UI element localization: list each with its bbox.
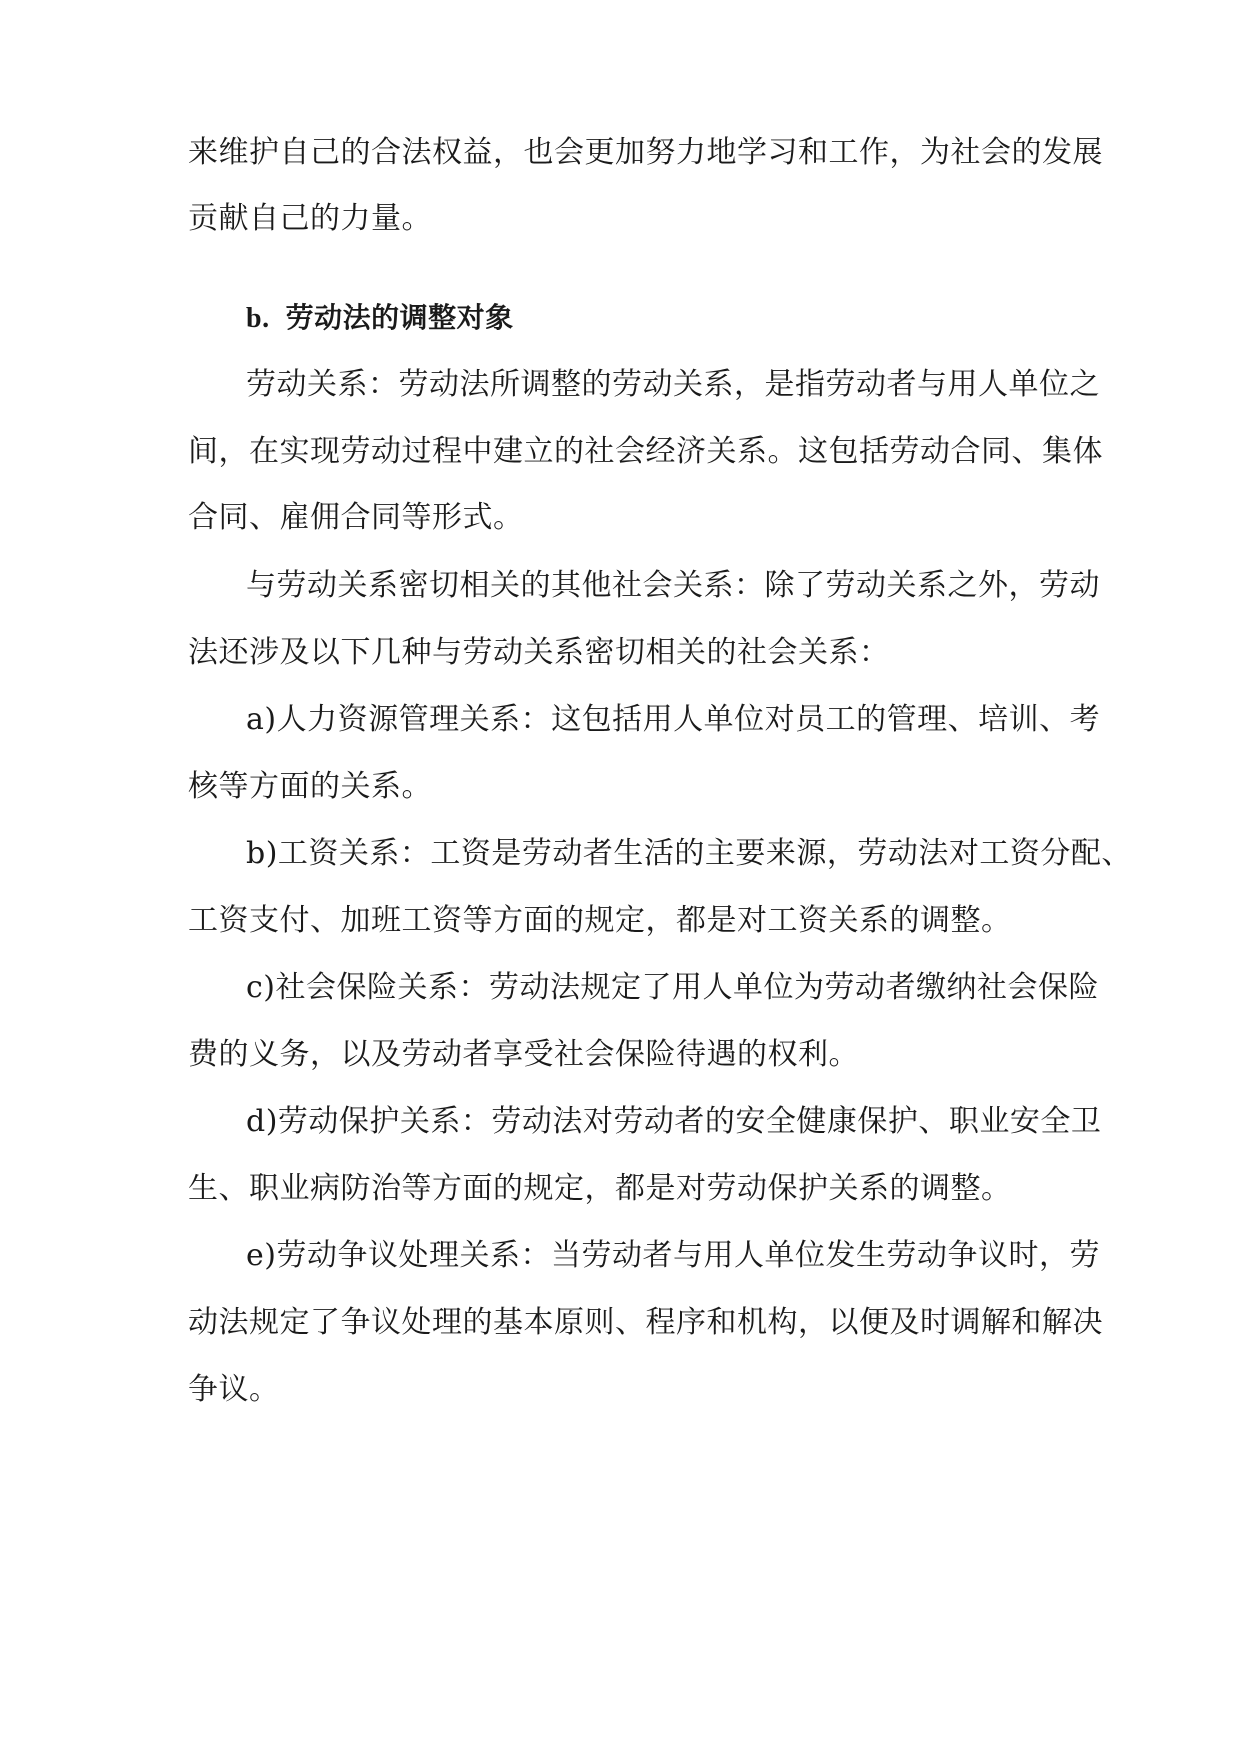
item-b-line-2: 工资支付、加班工资等方面的规定，都是对工资关系的调整。 — [188, 903, 1012, 938]
related-relations-line-2: 法还涉及以下几种与劳动关系密切相关的社会关系： — [188, 635, 890, 670]
item-e-line-3: 争议。 — [188, 1372, 280, 1407]
item-d-line-2: 生、职业病防治等方面的规定，都是对劳动保护关系的调整。 — [188, 1171, 1012, 1206]
related-relations-line-1: 与劳动关系密切相关的其他社会关系：除了劳动关系之外，劳动 — [246, 568, 1100, 603]
item-d-line-1: d)劳动保护关系：劳动法对劳动者的安全健康保护、职业安全卫 — [246, 1104, 1102, 1139]
labor-relation-line-3: 合同、雇佣合同等形式。 — [188, 500, 524, 535]
section-heading — [246, 298, 1056, 339]
item-a-line-2: 核等方面的关系。 — [188, 769, 432, 804]
item-c-line-2: 费的义务，以及劳动者享受社会保险待遇的权利。 — [188, 1037, 859, 1072]
labor-relation-line-1: 劳动关系：劳动法所调整的劳动关系，是指劳动者与用人单位之 — [246, 367, 1100, 402]
section-title: 劳动法的调整对象 — [285, 301, 514, 334]
item-e-line-1: e)劳动争议处理关系：当劳动者与用人单位发生劳动争议时，劳 — [246, 1238, 1100, 1273]
item-a-line-1: a)人力资源管理关系：这包括用人单位对员工的管理、培训、考 — [246, 702, 1101, 737]
item-e-line-2: 动法规定了争议处理的基本原则、程序和机构，以便及时调解和解决 — [188, 1305, 1103, 1340]
item-b-line-1: b)工资关系：工资是劳动者生活的主要来源，劳动法对工资分配、 — [246, 836, 1132, 871]
intro-line-1: 来维护自己的合法权益，也会更加努力地学习和工作，为社会的发展 — [188, 135, 1103, 170]
section-marker: b. — [246, 303, 270, 334]
intro-line-2: 贡献自己的力量。 — [188, 201, 432, 236]
labor-relation-line-2: 间，在实现劳动过程中建立的社会经济关系。这包括劳动合同、集体 — [188, 434, 1103, 469]
item-c-line-1: c)社会保险关系：劳动法规定了用人单位为劳动者缴纳社会保险 — [246, 970, 1100, 1005]
